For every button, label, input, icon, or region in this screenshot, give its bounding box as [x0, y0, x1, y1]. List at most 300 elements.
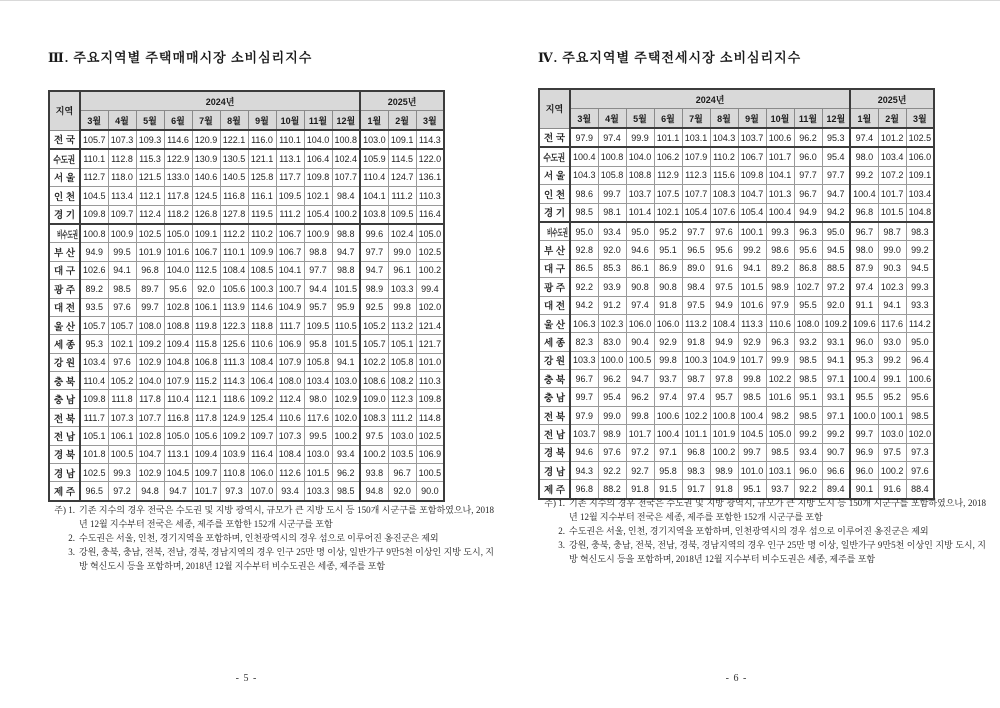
value-cell: 95.5	[850, 388, 878, 406]
footnote-text: 강원, 충북, 충남, 전북, 전남, 경북, 경남지역의 경우 인구 25만 명 이상, 일반가구 9만5천 이상인 지방 도시, 지방 혁신도시 등을 포함하며, 2018년 12월 지수부터 비수도권은 세종, 제주를 포함	[79, 547, 494, 571]
value-cell: 109.1	[906, 166, 934, 184]
value-cell: 94.7	[360, 261, 388, 279]
value-cell: 95.7	[304, 298, 332, 316]
value-cell: 111.2	[276, 205, 304, 224]
value-cell: 98.3	[906, 222, 934, 241]
value-cell: 103.0	[360, 130, 388, 149]
region-label-text: 충 북	[54, 376, 75, 388]
value-cell: 92.7	[626, 462, 654, 480]
value-cell: 110.3	[416, 372, 444, 390]
month-column-header: 2월	[388, 111, 416, 131]
value-cell: 122.3	[220, 316, 248, 334]
table-row	[539, 388, 934, 406]
table-row	[539, 185, 934, 203]
region-label	[539, 166, 570, 184]
table-row	[539, 406, 934, 424]
table-row	[539, 296, 934, 314]
value-cell: 89.7	[136, 280, 164, 298]
value-cell: 96.3	[766, 333, 794, 351]
value-cell: 97.1	[822, 406, 850, 424]
value-cell: 108.3	[710, 185, 738, 203]
value-cell: 98.4	[682, 278, 710, 296]
region-label-text: 경 남	[54, 468, 75, 480]
value-cell: 102.2	[360, 353, 388, 371]
table-row	[49, 261, 444, 279]
table-row	[539, 333, 934, 351]
value-cell: 96.8	[850, 203, 878, 222]
value-cell: 100.4	[654, 425, 682, 443]
value-cell: 117.8	[192, 408, 220, 426]
value-cell: 111.7	[276, 316, 304, 334]
value-cell: 110.4	[360, 168, 388, 186]
value-cell: 105.8	[388, 353, 416, 371]
value-cell: 109.0	[360, 390, 388, 408]
value-cell: 92.9	[654, 333, 682, 351]
value-cell: 99.0	[388, 243, 416, 261]
value-cell: 102.1	[108, 335, 136, 353]
value-cell: 103.4	[878, 147, 906, 166]
region-label-text: 강 원	[544, 356, 565, 368]
footnote-marker: 2.	[68, 533, 75, 543]
value-cell: 106.7	[192, 243, 220, 261]
value-cell: 114.6	[164, 130, 192, 149]
value-cell: 99.7	[850, 425, 878, 443]
value-cell: 94.9	[710, 333, 738, 351]
value-cell: 97.3	[906, 443, 934, 461]
value-cell: 94.6	[626, 241, 654, 259]
value-cell: 101.1	[682, 425, 710, 443]
value-cell: 100.0	[850, 406, 878, 424]
value-cell: 106.7	[738, 147, 766, 166]
region-label-text: 서 울	[544, 171, 565, 183]
value-cell: 107.0	[248, 482, 276, 501]
region-label-text: 강 원	[54, 358, 75, 370]
value-cell: 97.6	[108, 298, 136, 316]
value-cell: 82.3	[570, 333, 598, 351]
value-cell: 108.3	[360, 408, 388, 426]
value-cell: 107.3	[276, 427, 304, 445]
month-column-header: 8월	[220, 111, 248, 131]
footnote-marker: 주) 1.	[544, 498, 565, 508]
value-cell: 101.9	[136, 243, 164, 261]
region-label	[539, 388, 570, 406]
region-label	[539, 333, 570, 351]
region-label-text: 비수도권	[546, 227, 568, 239]
value-cell: 98.3	[682, 462, 710, 480]
value-cell: 102.7	[794, 278, 822, 296]
value-cell: 94.7	[164, 482, 192, 501]
footnote-marker: 3.	[558, 540, 565, 550]
value-cell: 95.8	[304, 335, 332, 353]
value-cell: 113.1	[164, 445, 192, 463]
value-cell: 124.7	[388, 168, 416, 186]
value-cell: 109.9	[248, 243, 276, 261]
value-cell: 94.1	[332, 353, 360, 371]
month-column-header: 3월	[416, 111, 444, 131]
region-label	[49, 427, 80, 445]
value-cell: 109.7	[192, 464, 220, 482]
region-label	[49, 445, 80, 463]
value-cell: 96.0	[850, 462, 878, 480]
value-cell: 96.0	[794, 147, 822, 166]
table-row	[49, 335, 444, 353]
value-cell: 104.1	[276, 261, 304, 279]
value-cell: 101.5	[304, 464, 332, 482]
value-cell: 114.6	[248, 298, 276, 316]
value-cell: 86.8	[794, 259, 822, 277]
value-cell: 89.0	[682, 259, 710, 277]
value-cell: 88.2	[598, 480, 626, 499]
value-cell: 113.4	[108, 187, 136, 205]
value-cell: 110.8	[220, 464, 248, 482]
value-cell: 96.6	[822, 462, 850, 480]
value-cell: 107.3	[108, 408, 136, 426]
value-cell: 97.4	[626, 296, 654, 314]
value-cell: 109.7	[108, 205, 136, 224]
value-cell: 99.3	[906, 278, 934, 296]
value-cell: 95.0	[626, 222, 654, 241]
value-cell: 112.4	[136, 205, 164, 224]
value-cell: 93.4	[276, 482, 304, 501]
value-cell: 106.4	[304, 149, 332, 168]
value-cell: 109.4	[192, 445, 220, 463]
value-cell: 99.9	[766, 351, 794, 369]
value-cell: 95.8	[654, 462, 682, 480]
value-cell: 97.4	[682, 388, 710, 406]
value-cell: 95.6	[794, 241, 822, 259]
value-cell: 99.7	[738, 443, 766, 461]
value-cell: 102.2	[682, 406, 710, 424]
value-cell: 140.5	[220, 168, 248, 186]
month-column-header: 11월	[794, 109, 822, 129]
value-cell: 106.7	[276, 224, 304, 243]
region-label	[539, 425, 570, 443]
value-cell: 98.8	[332, 224, 360, 243]
footnote-line	[538, 538, 986, 566]
value-cell: 117.8	[136, 390, 164, 408]
region-label-text: 대 전	[544, 301, 565, 313]
value-cell: 96.5	[682, 241, 710, 259]
value-cell: 90.1	[850, 480, 878, 499]
table-row	[49, 445, 444, 463]
value-cell: 96.2	[332, 464, 360, 482]
value-cell: 92.0	[598, 241, 626, 259]
table-row	[539, 462, 934, 480]
table-row	[49, 187, 444, 205]
value-cell: 94.8	[360, 482, 388, 501]
region-label-text: 제 주	[544, 485, 565, 497]
value-cell: 100.9	[304, 224, 332, 243]
value-cell: 88.4	[906, 480, 934, 499]
value-cell: 97.5	[878, 443, 906, 461]
value-cell: 96.2	[626, 388, 654, 406]
table-row	[539, 351, 934, 369]
value-cell: 98.9	[710, 462, 738, 480]
value-cell: 100.6	[766, 128, 794, 147]
value-cell: 99.7	[598, 185, 626, 203]
value-cell: 118.2	[164, 205, 192, 224]
value-cell: 98.5	[794, 406, 822, 424]
month-column-header: 3월	[570, 109, 598, 129]
value-cell: 97.2	[108, 482, 136, 501]
value-cell: 102.9	[332, 390, 360, 408]
region-column-header: 지역	[539, 89, 570, 128]
value-cell: 112.5	[192, 261, 220, 279]
value-cell: 100.0	[598, 351, 626, 369]
month-column-header: 4월	[598, 109, 626, 129]
value-cell: 95.3	[80, 335, 108, 353]
value-cell: 105.0	[766, 425, 794, 443]
table-row	[49, 243, 444, 261]
value-cell: 95.4	[822, 147, 850, 166]
value-cell: 96.8	[682, 443, 710, 461]
value-cell: 108.5	[248, 261, 276, 279]
value-cell: 112.3	[682, 166, 710, 184]
page-top-edge	[0, 0, 1000, 1]
value-cell: 112.7	[80, 168, 108, 186]
month-column-header: 5월	[626, 109, 654, 129]
value-cell: 100.8	[332, 130, 360, 149]
value-cell: 104.0	[304, 130, 332, 149]
value-cell: 100.2	[416, 261, 444, 279]
value-cell: 99.3	[766, 222, 794, 241]
value-cell: 100.8	[598, 147, 626, 166]
value-cell: 91.8	[654, 296, 682, 314]
region-label	[49, 316, 80, 334]
region-label	[539, 351, 570, 369]
value-cell: 100.5	[626, 351, 654, 369]
value-cell: 89.2	[766, 259, 794, 277]
value-cell: 95.3	[850, 351, 878, 369]
value-cell: 111.7	[80, 408, 108, 426]
value-cell: 97.6	[710, 222, 738, 241]
value-cell: 105.2	[360, 316, 388, 334]
value-cell: 100.4	[850, 370, 878, 388]
value-cell: 97.4	[850, 278, 878, 296]
value-cell: 93.0	[878, 333, 906, 351]
value-cell: 94.8	[136, 482, 164, 501]
value-cell: 93.9	[598, 278, 626, 296]
value-cell: 98.8	[304, 243, 332, 261]
footnote-marker: 3.	[68, 547, 75, 557]
region-label	[539, 296, 570, 314]
region-label-text: 경 북	[54, 450, 75, 462]
value-cell: 107.5	[654, 185, 682, 203]
table-row	[539, 241, 934, 259]
region-label-text: 울 산	[54, 321, 75, 333]
value-cell: 104.9	[276, 298, 304, 316]
year-group-header: 2025년	[850, 89, 934, 109]
value-cell: 102.0	[906, 425, 934, 443]
value-cell: 88.5	[822, 259, 850, 277]
table-row	[539, 147, 934, 166]
section-title-sales: Ⅲ. 주요지역별 주택매매시장 소비심리지수	[48, 50, 313, 65]
value-cell: 107.7	[332, 168, 360, 186]
value-cell: 92.8	[570, 241, 598, 259]
value-cell: 100.2	[710, 443, 738, 461]
region-label-text: 충 남	[54, 395, 75, 407]
region-label-text: 전 남	[54, 431, 75, 443]
value-cell: 99.9	[626, 128, 654, 147]
value-cell: 98.0	[850, 147, 878, 166]
value-cell: 105.6	[192, 427, 220, 445]
value-cell: 101.5	[332, 335, 360, 353]
value-cell: 101.4	[626, 203, 654, 222]
month-column-header: 12월	[822, 109, 850, 129]
table-row	[539, 314, 934, 332]
value-cell: 100.2	[332, 427, 360, 445]
value-cell: 122.1	[220, 130, 248, 149]
value-cell: 116.4	[416, 205, 444, 224]
value-cell: 94.9	[710, 296, 738, 314]
value-cell: 121.4	[416, 316, 444, 334]
value-cell: 97.2	[626, 443, 654, 461]
value-cell: 93.1	[822, 333, 850, 351]
value-cell: 109.8	[738, 166, 766, 184]
value-cell: 109.2	[136, 335, 164, 353]
region-label-text: 부 산	[54, 248, 75, 260]
table-row	[49, 224, 444, 243]
value-cell: 106.9	[276, 335, 304, 353]
table-row	[49, 205, 444, 224]
value-cell: 118.8	[248, 316, 276, 334]
value-cell: 98.7	[878, 222, 906, 241]
value-cell: 102.9	[136, 464, 164, 482]
value-cell: 102.5	[416, 427, 444, 445]
table-row	[539, 443, 934, 461]
value-cell: 110.6	[766, 314, 794, 332]
value-cell: 109.4	[164, 335, 192, 353]
table-row	[49, 353, 444, 371]
value-cell: 121.5	[136, 168, 164, 186]
value-cell: 105.8	[598, 166, 626, 184]
region-label-text: 인 천	[54, 191, 75, 203]
month-column-header: 12월	[332, 111, 360, 131]
value-cell: 112.9	[654, 166, 682, 184]
value-cell: 118.6	[220, 390, 248, 408]
region-label-text: 광 주	[54, 284, 75, 296]
value-cell: 94.1	[822, 351, 850, 369]
value-cell: 103.3	[570, 351, 598, 369]
value-cell: 94.2	[822, 203, 850, 222]
table-row	[539, 203, 934, 222]
value-cell: 90.0	[416, 482, 444, 501]
value-cell: 103.7	[738, 128, 766, 147]
region-label-text: 대 구	[544, 264, 565, 276]
value-cell: 100.1	[878, 406, 906, 424]
value-cell: 100.4	[738, 406, 766, 424]
value-cell: 100.4	[570, 147, 598, 166]
value-cell: 99.2	[850, 166, 878, 184]
sales-index-table	[48, 90, 445, 502]
value-cell: 86.9	[654, 259, 682, 277]
value-cell: 96.7	[388, 464, 416, 482]
region-label	[49, 243, 80, 261]
region-label-text: 인 천	[544, 189, 565, 201]
value-cell: 112.4	[276, 390, 304, 408]
value-cell: 101.6	[164, 243, 192, 261]
value-cell: 104.5	[164, 464, 192, 482]
value-cell: 94.9	[794, 203, 822, 222]
value-cell: 101.5	[878, 203, 906, 222]
value-cell: 98.5	[570, 203, 598, 222]
value-cell: 100.2	[878, 462, 906, 480]
value-cell: 96.2	[794, 128, 822, 147]
value-cell: 96.8	[570, 480, 598, 499]
value-cell: 92.2	[570, 278, 598, 296]
table-row	[49, 372, 444, 390]
value-cell: 89.2	[80, 280, 108, 298]
value-cell: 90.8	[626, 278, 654, 296]
value-cell: 102.3	[878, 278, 906, 296]
value-cell: 108.0	[276, 372, 304, 390]
value-cell: 94.1	[738, 259, 766, 277]
value-cell: 106.4	[248, 372, 276, 390]
value-cell: 113.2	[682, 314, 710, 332]
region-label	[49, 390, 80, 408]
value-cell: 108.4	[276, 445, 304, 463]
value-cell: 104.3	[710, 128, 738, 147]
value-cell: 109.8	[80, 390, 108, 408]
value-cell: 97.6	[108, 353, 136, 371]
value-cell: 109.7	[248, 427, 276, 445]
value-cell: 86.5	[570, 259, 598, 277]
value-cell: 95.5	[794, 296, 822, 314]
region-label	[49, 205, 80, 224]
table-row	[539, 166, 934, 184]
value-cell: 98.5	[766, 443, 794, 461]
region-label	[539, 406, 570, 424]
value-cell: 103.0	[388, 427, 416, 445]
value-cell: 91.6	[710, 259, 738, 277]
value-cell: 94.1	[878, 296, 906, 314]
value-cell: 100.5	[416, 464, 444, 482]
value-cell: 101.2	[878, 128, 906, 147]
region-label-text: 전 북	[54, 413, 75, 425]
value-cell: 95.3	[822, 128, 850, 147]
table-row	[539, 222, 934, 241]
table-row	[49, 408, 444, 426]
value-cell: 111.8	[108, 390, 136, 408]
value-cell: 112.1	[192, 390, 220, 408]
value-cell: 97.5	[682, 296, 710, 314]
value-cell: 102.6	[80, 261, 108, 279]
value-cell: 99.7	[136, 298, 164, 316]
value-cell: 108.2	[388, 372, 416, 390]
value-cell: 95.1	[654, 241, 682, 259]
value-cell: 101.0	[738, 462, 766, 480]
region-label	[539, 222, 570, 241]
value-cell: 101.7	[878, 185, 906, 203]
value-cell: 107.9	[682, 147, 710, 166]
value-cell: 96.1	[388, 261, 416, 279]
value-cell: 98.5	[794, 351, 822, 369]
footnote-text: 기존 지수의 경우 전국은 수도권 및 지방 광역시, 규모가 큰 지방 도시 등 150개 시군구를 포함하였으나, 2018년 12월 지수부터 전국은 세종, 제주를 포함한 152개 시군구를 포함	[79, 505, 494, 529]
value-cell: 104.1	[360, 187, 388, 205]
value-cell: 102.5	[906, 128, 934, 147]
value-cell: 102.5	[136, 224, 164, 243]
region-label	[49, 280, 80, 298]
value-cell: 92.2	[794, 480, 822, 499]
value-cell: 91.2	[598, 296, 626, 314]
value-cell: 101.0	[416, 353, 444, 371]
page-number-left: - 5 -	[235, 673, 258, 684]
region-label-text: 충 남	[544, 393, 565, 405]
value-cell: 98.2	[766, 406, 794, 424]
region-label-text: 경 기	[54, 210, 75, 222]
region-label-text: 제 주	[54, 487, 75, 499]
value-cell: 108.8	[164, 316, 192, 334]
